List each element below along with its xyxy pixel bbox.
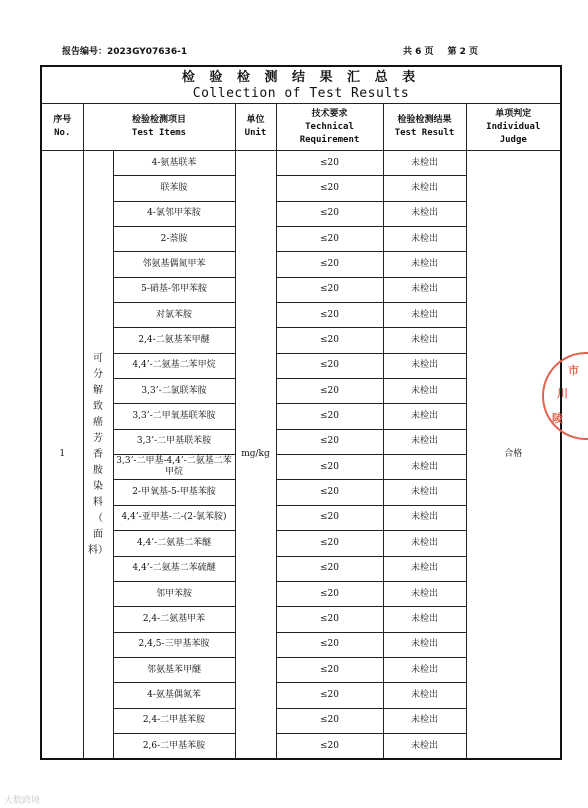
- table-title: [41, 66, 561, 104]
- test-item: 4-氨基联苯: [113, 151, 235, 176]
- report-number-value: 2023GY07636-1: [107, 47, 188, 57]
- requirement-cell: ≤20: [276, 480, 383, 505]
- test-item: 联苯胺: [113, 176, 235, 201]
- test-item: 4-氯邻甲苯胺: [113, 201, 235, 226]
- test-item: 2,4-二氨基甲苯: [113, 607, 235, 632]
- table-title-cn: 检 验 检 测 结 果 汇 总 表: [181, 69, 421, 85]
- report-number: [62, 44, 187, 57]
- test-item: 邻甲苯胺: [113, 581, 235, 606]
- requirement-cell: ≤20: [276, 708, 383, 733]
- table-title-en: Collection of Test Results: [192, 85, 410, 101]
- test-item: 邻氨基偶氮甲苯: [113, 252, 235, 277]
- test-item: 4,4’-二氨基二苯醚: [113, 531, 235, 556]
- category-char: 面: [93, 528, 103, 540]
- result-cell: 未检出: [383, 480, 466, 505]
- requirement-cell: ≤20: [276, 252, 383, 277]
- table-header-row: [41, 104, 561, 151]
- results-table: [40, 65, 562, 760]
- result-cell: 未检出: [383, 404, 466, 429]
- test-item: 4,4’-亚甲基-二-(2-氯苯胺): [113, 505, 235, 530]
- test-item: 3,3’-二甲基联苯胺: [113, 429, 235, 454]
- result-cell: 未检出: [383, 303, 466, 328]
- requirement-cell: ≤20: [276, 201, 383, 226]
- watermark: 大数跨境: [4, 796, 41, 806]
- category-char: 染: [93, 480, 103, 492]
- requirement-cell: ≤20: [276, 505, 383, 530]
- page-indicator: [403, 44, 478, 57]
- report-number-label: 报告编号：: [62, 47, 108, 57]
- result-cell: 未检出: [383, 733, 466, 759]
- category-char: 胺: [93, 464, 103, 476]
- header-judge-cn: 单项判定: [495, 108, 532, 119]
- header-no-cn: 序号: [53, 115, 72, 125]
- header-result-cn: 检验检测结果: [397, 115, 452, 125]
- test-item: 2-甲氧基-5-甲基苯胺: [113, 480, 235, 505]
- requirement-cell: ≤20: [276, 151, 383, 176]
- header-items-en: Test Items: [131, 128, 187, 138]
- test-item: 3,3’-二甲基-4,4’-二氨基二苯甲烷: [113, 455, 235, 480]
- test-item: 4,4’-二氨基二苯甲烷: [113, 353, 235, 378]
- category-char: 芳: [93, 432, 103, 444]
- unit-cell: mg/kg: [235, 151, 276, 760]
- requirement-cell: ≤20: [276, 303, 383, 328]
- category-char: 可: [93, 352, 103, 364]
- test-item: 2-萘胺: [113, 227, 235, 252]
- category-char: 致: [93, 400, 103, 412]
- header-judge-en2: Judge: [499, 134, 527, 145]
- requirement-cell: ≤20: [276, 581, 383, 606]
- requirement-cell: ≤20: [276, 607, 383, 632]
- requirement-cell: ≤20: [276, 404, 383, 429]
- header-unit-cn: 单位: [246, 115, 265, 125]
- test-item: 2,4,5-三甲基苯胺: [113, 632, 235, 657]
- requirement-cell: ≤20: [276, 657, 383, 682]
- header-items: [83, 104, 235, 151]
- result-cell: 未检出: [383, 227, 466, 252]
- result-cell: 未检出: [383, 379, 466, 404]
- page-number: 第 2 页: [447, 47, 479, 57]
- requirement-cell: ≤20: [276, 277, 383, 302]
- header-requirement: [276, 104, 383, 151]
- result-cell: 未检出: [383, 429, 466, 454]
- result-cell: 未检出: [383, 151, 466, 176]
- table-title-row: [41, 66, 561, 104]
- requirement-cell: ≤20: [276, 176, 383, 201]
- category-name: [83, 151, 113, 760]
- result-cell: 未检出: [383, 252, 466, 277]
- test-item: 对氯苯胺: [113, 303, 235, 328]
- group-number: 1: [41, 151, 83, 760]
- result-cell: 未检出: [383, 657, 466, 682]
- total-pages: 共 6 页: [403, 47, 434, 57]
- result-cell: 未检出: [383, 531, 466, 556]
- requirement-cell: ≤20: [276, 429, 383, 454]
- test-item: 3,3’-二甲氧基联苯胺: [113, 404, 235, 429]
- result-cell: 未检出: [383, 277, 466, 302]
- requirement-cell: ≤20: [276, 632, 383, 657]
- requirement-cell: ≤20: [276, 353, 383, 378]
- result-cell: 未检出: [383, 201, 466, 226]
- header-judge-en1: Individual: [486, 121, 541, 132]
- header-unit-en: Unit: [244, 128, 267, 138]
- seal-char: 川: [557, 387, 568, 400]
- requirement-cell: ≤20: [276, 531, 383, 556]
- requirement-cell: ≤20: [276, 455, 383, 480]
- category-char: 料: [93, 496, 103, 508]
- result-cell: 未检出: [383, 455, 466, 480]
- category-char: 癌: [93, 416, 103, 428]
- test-item: 3,3’-二氯联苯胺: [113, 379, 235, 404]
- result-cell: 未检出: [383, 581, 466, 606]
- requirement-cell: ≤20: [276, 379, 383, 404]
- table-row: [41, 151, 561, 176]
- result-cell: 未检出: [383, 328, 466, 353]
- test-item: 2,4-二氨基苯甲醚: [113, 328, 235, 353]
- header-unit: [235, 104, 276, 151]
- header-no: [41, 104, 83, 151]
- header-result-en: Test Result: [394, 128, 455, 138]
- test-item: 5-硝基-邻甲苯胺: [113, 277, 235, 302]
- header-req-cn: 技术要求: [311, 108, 348, 119]
- header-judge: [466, 104, 561, 151]
- header-req-en1: Technical: [305, 121, 354, 132]
- header-no-en: No.: [54, 128, 71, 138]
- category-char: 香: [93, 448, 103, 460]
- requirement-cell: ≤20: [276, 556, 383, 581]
- result-cell: 未检出: [383, 176, 466, 201]
- requirement-cell: ≤20: [276, 227, 383, 252]
- requirement-cell: ≤20: [276, 683, 383, 708]
- test-item: 4,4’-二氨基二苯硫醚: [113, 556, 235, 581]
- seal-char: 市: [568, 364, 579, 377]
- category-char: （: [93, 512, 103, 524]
- judge-cell: 合格: [466, 151, 561, 760]
- category-char: 分: [93, 368, 103, 380]
- header-req-en2: Requirement: [299, 134, 360, 145]
- result-cell: 未检出: [383, 683, 466, 708]
- result-cell: 未检出: [383, 505, 466, 530]
- requirement-cell: ≤20: [276, 328, 383, 353]
- result-cell: 未检出: [383, 632, 466, 657]
- test-item: 2,4-二甲基苯胺: [113, 708, 235, 733]
- category-char: 解: [93, 384, 103, 396]
- header-result: [383, 104, 466, 151]
- result-cell: 未检出: [383, 607, 466, 632]
- test-item: 2,6-二甲基苯胺: [113, 733, 235, 759]
- seal-char: 陵: [552, 412, 563, 425]
- result-cell: 未检出: [383, 353, 466, 378]
- result-cell: 未检出: [383, 556, 466, 581]
- test-item: 4-氨基偶氮苯: [113, 683, 235, 708]
- result-cell: 未检出: [383, 708, 466, 733]
- test-item: 邻氨基苯甲醚: [113, 657, 235, 682]
- requirement-cell: ≤20: [276, 733, 383, 759]
- category-char: 料）: [88, 544, 108, 556]
- header-items-cn: 检验检测项目: [131, 115, 186, 125]
